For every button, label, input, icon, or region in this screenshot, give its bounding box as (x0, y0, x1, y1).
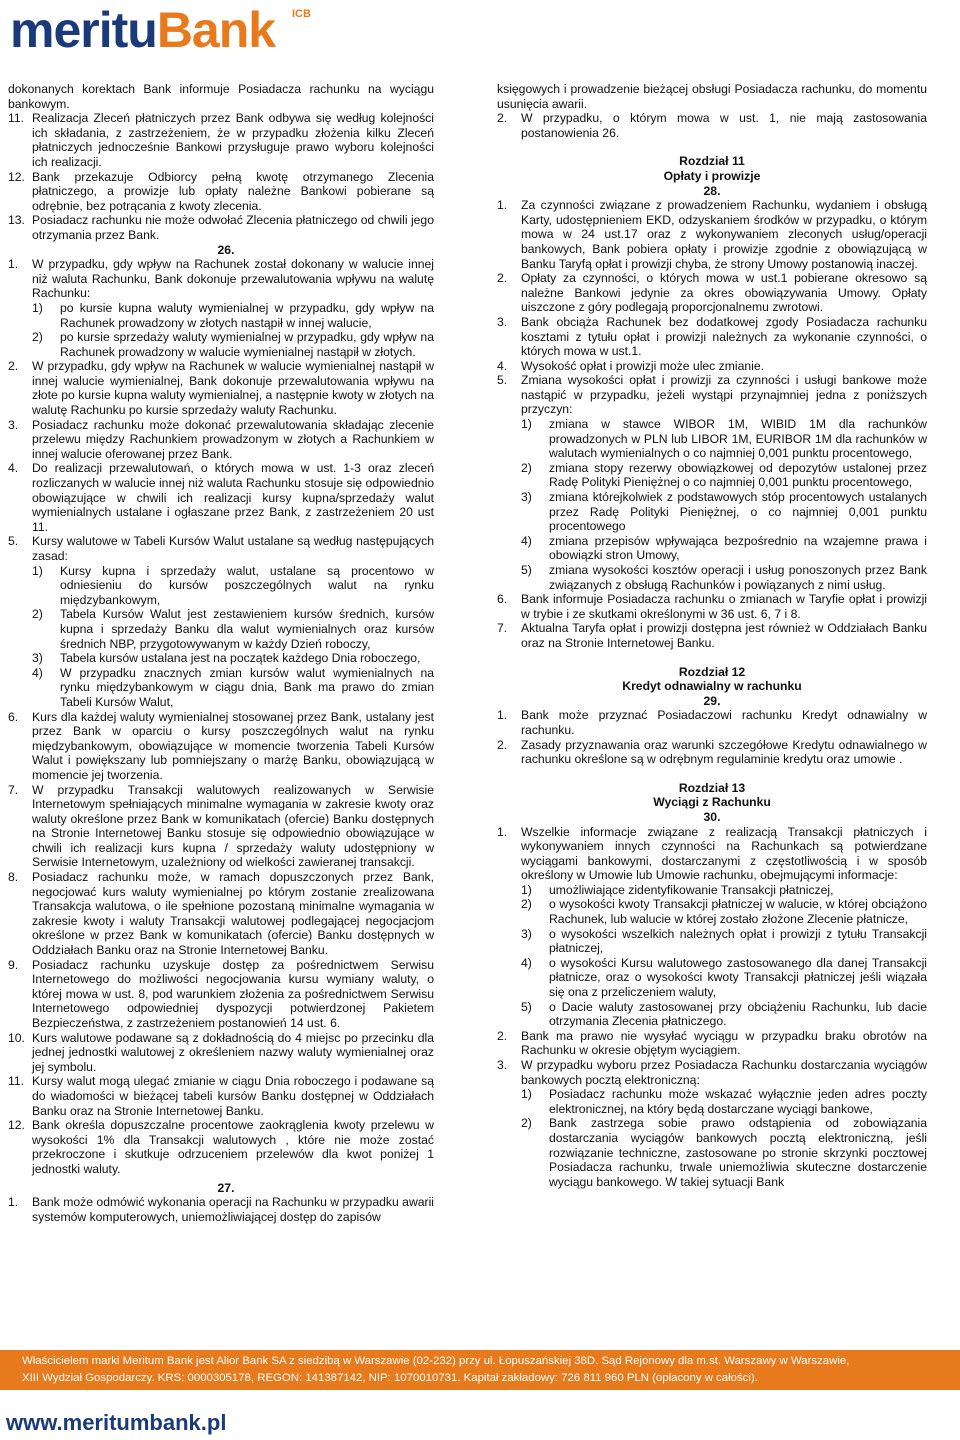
sub-item (8, 607, 434, 651)
item-list (497, 592, 927, 650)
item-text: Kurs dla każdej waluty wymienialnej stosowanej przez Bank, ustalany jest przez Bank w oparciu o kursy poszczególnych walut na rynku międzybankowym, obowiązujące w momencie tworzenia Tabeli Kursów Walut i powiększany lub pomniejszany o marżę Banku, obowiązującą w momencie jej tworzenia. (32, 709, 434, 782)
numbered-item (497, 373, 927, 417)
left-column (8, 82, 434, 1224)
numbered-item (8, 359, 434, 417)
numbered-item (8, 111, 434, 169)
sub-list (497, 883, 927, 1029)
sub-item (497, 927, 927, 956)
item-text: W przypadku, gdy wpływ na Rachunek został dokonany w walucie innej niż waluta Rachunku, Bank dokonuje przewalutowania wpływu na walutę Rachunku: (32, 257, 434, 301)
item-text: po kursie kupna waluty wymienialnej w przypadku, gdy wpływ na Rachunek prowadzony w złotych nastąpił w innej walucie, (60, 300, 434, 330)
sub-list (8, 564, 434, 710)
item-number: 5) (521, 563, 532, 577)
logo-text-meritu: meritu (10, 2, 157, 58)
item-text: Posiadacz rachunku może dokonać przewalutowania składając zlecenie przelewu między Rachunkiem prowadzonym w złotych a Rachunkiem w innej walucie oferowanej przez Bank. (32, 417, 434, 461)
item-list (8, 710, 434, 1177)
sub-item (8, 666, 434, 710)
sub-item (8, 651, 434, 666)
item-number: 2) (32, 330, 43, 345)
item-text: Kursy walutowe w Tabeli Kursów Walut ustalane są według następujących zasad: (32, 534, 434, 563)
sub-item (497, 897, 927, 926)
item-list (8, 359, 434, 563)
item-text: po kursie sprzedaży waluty wymienialnej w przypadku, gdy wpływ na Rachunek prowadzony w walucie wymienialnej nastąpił w złotych. (60, 330, 434, 359)
item-number: 12. (8, 169, 25, 184)
item-number: 12. (8, 1118, 25, 1133)
item-text: Bank może odmówić wykonania operacji na Rachunku w przypadku awarii systemów komputerowych, uniemożliwiającej dostęp do zapisów (32, 1195, 434, 1224)
numbered-item (8, 213, 434, 242)
item-number: 1) (521, 882, 532, 897)
item-number: 1. (8, 257, 19, 272)
item-number: 1. (497, 708, 508, 723)
item-text: W przypadku Transakcji walutowych realizowanych w Serwisie Internetowym spełniających minimalne wymagania w zakresie kwoty oraz waluty określone przez Bank w komunikatach (ofercie) Banku dostępnych na Stronie Internetowej Banku stosuje się odpowiednio obowiązujące w chwili ich realizacji kurs kupna / sprzedaży waluty udostępniony w Serwisie Internetowym, uzależniony od wielkości zawieranej transakcji. (32, 782, 434, 870)
item-text: Kursy walut mogą ulegać zmianie w ciągu Dnia roboczego i podawane są do wiadomości w bieżącej tabeli kursów Banku dostępnej w Oddziałach Banku oraz na Stronie Internetowej Banku. (32, 1074, 434, 1118)
item-number: 4. (8, 461, 19, 476)
item-list (8, 1195, 434, 1224)
item-number: 2) (521, 460, 532, 475)
numbered-item (497, 825, 927, 883)
logo-badge: ICB (292, 8, 311, 20)
footer-bar (0, 1350, 960, 1390)
item-text: Bank zastrzega sobie prawo odstąpienia od zobowiązania dostarczania wyciągów bankowych pocztą elektroniczną, jeśli rozwiązanie techniczne, zastosowane po stronie skrzynki pocztowej Posiadacza rachunku, trwale uniemożliwia skuteczne dostarczenie wyciągu bankowego. W takiej sytuacji Bank (549, 1116, 927, 1189)
chapter-title: Rozdział 11 (679, 154, 745, 169)
item-number: 8. (8, 870, 19, 885)
item-text: Realizacja Zleceń płatniczych przez Bank odbywa się według kolejności ich składania, z zastrzeżeniem, że w przypadku złożenia kilku Zleceń płatniczych jednocześnie Bankowi przysługuje prawo wyboru kolejności ich realizacji. (32, 111, 434, 169)
footer-line: Właścicielem marki Meritum Bank jest Alior Bank SA z siedzibą w Warszawie (02-232) przy ul. Łopuszańskiej 38D. Sąd Rejonowy dla m.st. Warszawy w Warszawie, (22, 1355, 850, 1367)
numbered-item (8, 783, 434, 871)
item-text: Bank informuje Posiadacza rachunku o zmianach w Taryfie opłat i prowizji w trybie i ze skutkami określonymi w 36 ust. 6, 7 i 8. (521, 592, 927, 621)
numbered-item (497, 592, 927, 621)
item-text: Zmiana wysokości opłat i prowizji za czynności i usługi bankowe może nastąpić w przypadku, jeżeli wystąpi przynajmniej jedna z poniższych przyczyn: (521, 373, 927, 417)
sub-item (497, 1116, 927, 1189)
item-text: o wysokości kwoty Transakcji płatniczej w walucie, w której obciążono Rachunek, lub walucie w której zostało złożone Zlecenie płatnicze, (549, 897, 927, 927)
item-number: 5) (521, 999, 532, 1014)
item-text: Wysokość opłat i prowizji może ulec zmianie. (521, 358, 765, 373)
item-text: Posiadacz rachunku uzyskuje dostęp za pośrednictwem Serwisu Internetowego do możliwości negocjowania kursu wymiany waluty, o której mowa w ust. 8, pod warunkiem złożenia za pośrednictwem Serwisu Internetowego odpowiedniej dyspozycji potwierdzonej Pakietem Bezpieczeństwa, z zastrzeżeniem postanowień 14 ust. 6. (32, 957, 434, 1030)
item-text: Kursy kupna i sprzedaży walut, ustalane są procentowo w odniesieniu do kursów poszczególnych walut na rynku międzybankowym, (60, 563, 434, 607)
item-number: 1) (32, 563, 43, 578)
item-number: 1) (32, 300, 43, 315)
item-number: 2) (32, 607, 43, 622)
logo-text-bank: Bank (156, 2, 276, 58)
numbered-item (8, 710, 434, 783)
page-header (0, 0, 960, 60)
chapter-title: Rozdział 13 (678, 780, 746, 795)
sub-list (497, 1087, 927, 1189)
item-text: zmiana przepisów wpływająca bezpośrednio na wzajemne prawa i obowiązki stron Umowy, (549, 533, 927, 563)
sub-item (497, 1000, 927, 1029)
sub-list (497, 417, 927, 592)
item-number: 3. (8, 417, 19, 432)
section-number: 27. (217, 1180, 235, 1195)
item-list (497, 198, 927, 417)
sub-item (497, 534, 927, 563)
numbered-item (8, 1031, 434, 1075)
sub-item (497, 563, 927, 592)
item-number: 2. (8, 359, 19, 374)
numbered-item (497, 359, 927, 374)
section-number: 29. (703, 693, 721, 708)
item-text: Aktualna Taryfa opłat i prowizji dostępna jest również w Oddziałach Banku oraz na Stronie Internetowej Banku. (521, 621, 927, 650)
item-number: 2. (497, 1028, 508, 1043)
numbered-item (497, 315, 927, 359)
numbered-item (497, 198, 927, 271)
item-text: Bank obciąża Rachunek bez dodatkowej zgody Posiadacza rachunku kosztami z tytułu opłat i prowizji należnych za wykonanie czynności, o których mowa w ust.1. (521, 314, 927, 359)
footer-line: XIII Wydział Gospodarczy. KRS: 0000305178, REGON: 141387142, NIP: 1070010731. Kapitał zakładowy: 726 811 960 PLN (opłacony w całości). (22, 1372, 758, 1384)
sub-item (8, 564, 434, 608)
item-number: 7. (8, 782, 19, 797)
sub-item (497, 883, 927, 898)
item-text: W przypadku znacznych zmian kursów walut wymienialnych na rynku międzybankowym w ciągu dnia, Bank ma prawo do zmian Tabeli Kursów Walut, (60, 665, 434, 709)
section-number: 26. (217, 242, 235, 257)
numbered-item (8, 418, 434, 462)
item-text: o Dacie waluty zastosowanej przy obciążeniu Rachunku, lub dacie otrzymania Zlecenia płatniczego. (549, 999, 927, 1029)
item-text: zmiana wysokości kosztów operacji i usług ponoszonych przez Bank związanych z obsługą Rachunków i powiązanych z nimi usług. (549, 563, 927, 592)
item-text: zmiana stopy rezerwy obowiązkowej od depozytów ustalonej przez Radę Polityki Pieniężnej o co najmniej 0,001 punktu procentowego, (549, 460, 927, 490)
item-text: W przypadku, o którym mowa w ust. 1, nie mają zastosowania postanowienia 26. (521, 111, 927, 140)
meritum-bank-logo (10, 2, 311, 58)
numbered-item (497, 708, 927, 737)
numbered-item (497, 621, 927, 650)
numbered-item (497, 1029, 927, 1058)
numbered-item (8, 461, 434, 534)
item-text: Posiadacz rachunku może, w ramach dopuszczonych przez Bank, negocjować kurs waluty wymienialnej po którym zostanie zrealizowana Transakcja walutowa, o ile spełnione pozostaną minimalne wymagania w zakresie kwoty i waluty Transakcji walutowej podlegającej negocjacjom określone w przez Bank w komunikatach (ofercie) Banku dostępnych w Oddziałach Banku oraz na Stronie Internetowej Banku. (32, 870, 434, 958)
item-number: 6. (497, 592, 508, 607)
item-text: Tabela kursów ustalana jest na początek każdego Dnia roboczego, (60, 651, 421, 666)
item-list (497, 111, 927, 140)
numbered-item (8, 1195, 434, 1224)
item-number: 4) (521, 533, 532, 548)
item-list (8, 111, 434, 242)
item-number: 3. (497, 314, 508, 329)
item-number: 2. (497, 737, 508, 752)
item-list (497, 1029, 927, 1087)
sub-item (497, 956, 927, 1000)
website-link[interactable]: www.meritumbank.pl (6, 1410, 227, 1435)
item-number: 2) (521, 1116, 532, 1131)
sub-item (497, 1087, 927, 1116)
right-column (497, 82, 927, 1189)
item-text: o wysokości Kursu walutowego zastosowanego dla danej Transakcji płatnicze, oraz o wysokości kwoty Transakcji płatniczej jeśli wiązała się ona z przeliczeniem waluty, (549, 955, 927, 1000)
item-number: 11. (8, 1074, 25, 1089)
item-number: 9. (8, 957, 19, 972)
item-number: 3) (521, 490, 532, 505)
item-text: Bank może przyznać Posiadaczowi rachunku Kredyt odnawialny w rachunku. (521, 708, 927, 737)
numbered-item (497, 1058, 927, 1087)
numbered-item (497, 111, 927, 140)
numbered-item (497, 271, 927, 315)
item-text: zmiana którejkolwiek z podstawowych stóp procentowych ustalanych przez Radę Polityki Pieniężnej, o co najmniej 0,001 punktu procentowego (549, 490, 927, 534)
item-text: Posiadacz rachunku może wskazać wyłącznie jeden adres poczty elektronicznej, na który będą dostarczane wyciągi bankowe, (549, 1087, 927, 1116)
sub-item (497, 490, 927, 534)
paragraph: księgowych i prowadzenie bieżącej obsługi Posiadacza rachunku, do momentu usunięcia awarii. (497, 82, 927, 111)
chapter-subtitle: Kredyt odnawialny w rachunku (622, 679, 802, 694)
item-number: 1. (497, 824, 508, 839)
item-text: Zasady przyznawania oraz warunki szczegółowe Kredytu odnawialnego w rachunku określone są w odrębnym regulaminie kredytu oraz umowie . (521, 737, 927, 767)
item-text: Opłaty za czynności, o których mowa w ust.1 pobierane okresowo są należne Bankowi jedynie za okres obowiązywania Umowy. Opłaty uiszczone z góry podlegają proporcjonalnemu zwrotowi. (521, 271, 927, 315)
chapter-subtitle: Opłaty i prowizje (663, 168, 761, 183)
item-number: 1. (8, 1195, 19, 1210)
item-number: 2. (497, 271, 508, 286)
item-text: Bank przekazuje Odbiorcy pełną kwotę otrzymanego Zlecenia płatniczego, a prowizje lub opłaty należne Bankowi pobierane są odrębnie, bez potrącania z kwoty zlecenia. (32, 169, 434, 213)
item-text: Wszelkie informacje związane z realizacją Transakcji płatniczych i wykonywaniem innych czynności na Rachunkach są potwierdzane wyciągami bankowymi, dostarczanymi z częstotliwością i w sposób określony w Umowie lub Umowie rachunku, obejmującymi informacje: (521, 824, 927, 883)
item-number: 3) (32, 651, 43, 666)
item-number: 1) (521, 417, 532, 432)
item-text: umożliwiające zidentyfikowanie Transakcji płatniczej, (549, 882, 834, 897)
item-text: zmiana w stawce WIBOR 1M, WIBID 1M dla rachunków prowadzonych w PLN lub LIBOR 1M, EURIBOR 1M dla rachunków w walutach wymienialnych o co najmniej 0,001 punktu procentowego, (549, 417, 927, 461)
numbered-item (8, 257, 434, 301)
item-text: Kurs walutowe podawane są z dokładnością do 4 miejsc po przecinku dla jednej jednostki walutowej z określeniem nazwy waluty wymienialnej oraz jej symbolu. (32, 1030, 434, 1074)
item-text: Tabela Kursów Walut jest zestawieniem kursów średnich, kursów kupna i sprzedaży Banku dla walut wymienialnych oraz kursów średnich NBP, przygotowywanym w każdy Dzień roboczy, (60, 607, 434, 651)
section-number: 28. (703, 183, 721, 198)
item-number: 3) (521, 926, 532, 941)
item-number: 2) (521, 897, 532, 912)
item-text: o wysokości wszelkich należnych opłat i prowizji z tytułu Transakcji płatniczej, (549, 926, 927, 956)
item-number: 11. (8, 111, 25, 126)
sub-item (8, 301, 434, 330)
numbered-item (8, 534, 434, 563)
sub-item (497, 417, 927, 461)
item-text: W przypadku wyboru przez Posiadacza Rachunku dostarczania wyciągów bankowych pocztą elektroniczną: (521, 1058, 927, 1087)
item-text: Posiadacz rachunku nie może odwołać Zlecenia płatniczego od chwili jego otrzymania przez Bank. (32, 213, 434, 242)
numbered-item (8, 1118, 434, 1176)
item-number: 4. (497, 358, 508, 373)
item-number: 3. (497, 1058, 508, 1072)
item-number: 13. (8, 213, 25, 228)
sub-list (8, 301, 434, 359)
sub-item (497, 461, 927, 490)
item-number: 5. (497, 373, 508, 388)
numbered-item (8, 870, 434, 958)
item-text: Bank określa dopuszczalne procentowe zaokrąglenia kwoty przelewu w wysokości 1% dla Transakcji walutowych , które nie może zostać przekroczone i skutkuje odrzuceniem przelewów dla kwot poniżej 1 jednostki waluty. (32, 1118, 434, 1176)
paragraph: dokonanych korektach Bank informuje Posiadacza rachunku na wyciągu bankowym. (8, 82, 434, 111)
item-list (497, 708, 927, 766)
item-text: Za czynności związane z prowadzeniem Rachunku, wydaniem i obsługą Karty, udostępnieniem EKD, odzyskaniem środków w przypadku, o którym mowa w 24 ust.17 oraz z wykonywaniem zleconych usług/operacji bankowych, Bank pobiera opłaty i prowizje zgodnie z obowiązującą w Banku Taryfą opłat i prowizji chyba, że strony Umowy postanowią inaczej. (521, 198, 927, 271)
numbered-item (8, 958, 434, 1031)
item-number: 1) (521, 1087, 532, 1102)
numbered-item (8, 1074, 434, 1118)
item-list (497, 825, 927, 883)
numbered-item (8, 170, 434, 214)
item-text: W przypadku, gdy wpływ na Rachunek w walucie wymienialnej nastąpił w innej walucie wymienialnej, Bank dokonuje przewalutowania wpływu na złote po kursie kupna waluty wymienialnej, a następnie kwoty w złotych na walutę Rachunku po kursie sprzedaży waluty Rachunku. (32, 359, 434, 418)
item-number: 10. (8, 1030, 25, 1045)
item-text: Do realizacji przewalutowań, o których mowa w ust. 1-3 oraz zleceń rozliczanych w walucie innej niż waluta Rachunku stosuje się odpowiednio obowiązujące w chwili ich realizacji kursy kupna/sprzedaży walut wymienialnych ustalane i ogłaszane przez Bank, z zastrzeżeniem 20 ust 11. (32, 461, 434, 534)
item-text: Bank ma prawo nie wysyłać wyciągu w przypadku braku obrotów na Rachunku w okresie objętym wyciągiem. (521, 1028, 927, 1058)
item-number: 2. (497, 111, 508, 126)
item-number: 5. (8, 534, 19, 549)
chapter-title: Rozdział 12 (678, 664, 746, 679)
chapter-subtitle: Wyciągi z Rachunku (653, 795, 771, 810)
item-number: 7. (497, 621, 508, 636)
section-number: 30. (703, 809, 721, 824)
item-number: 4) (32, 665, 43, 680)
sub-item (8, 330, 434, 359)
numbered-item (497, 738, 927, 767)
item-number: 6. (8, 709, 19, 724)
item-number: 4) (521, 955, 532, 970)
item-number: 1. (497, 198, 508, 213)
